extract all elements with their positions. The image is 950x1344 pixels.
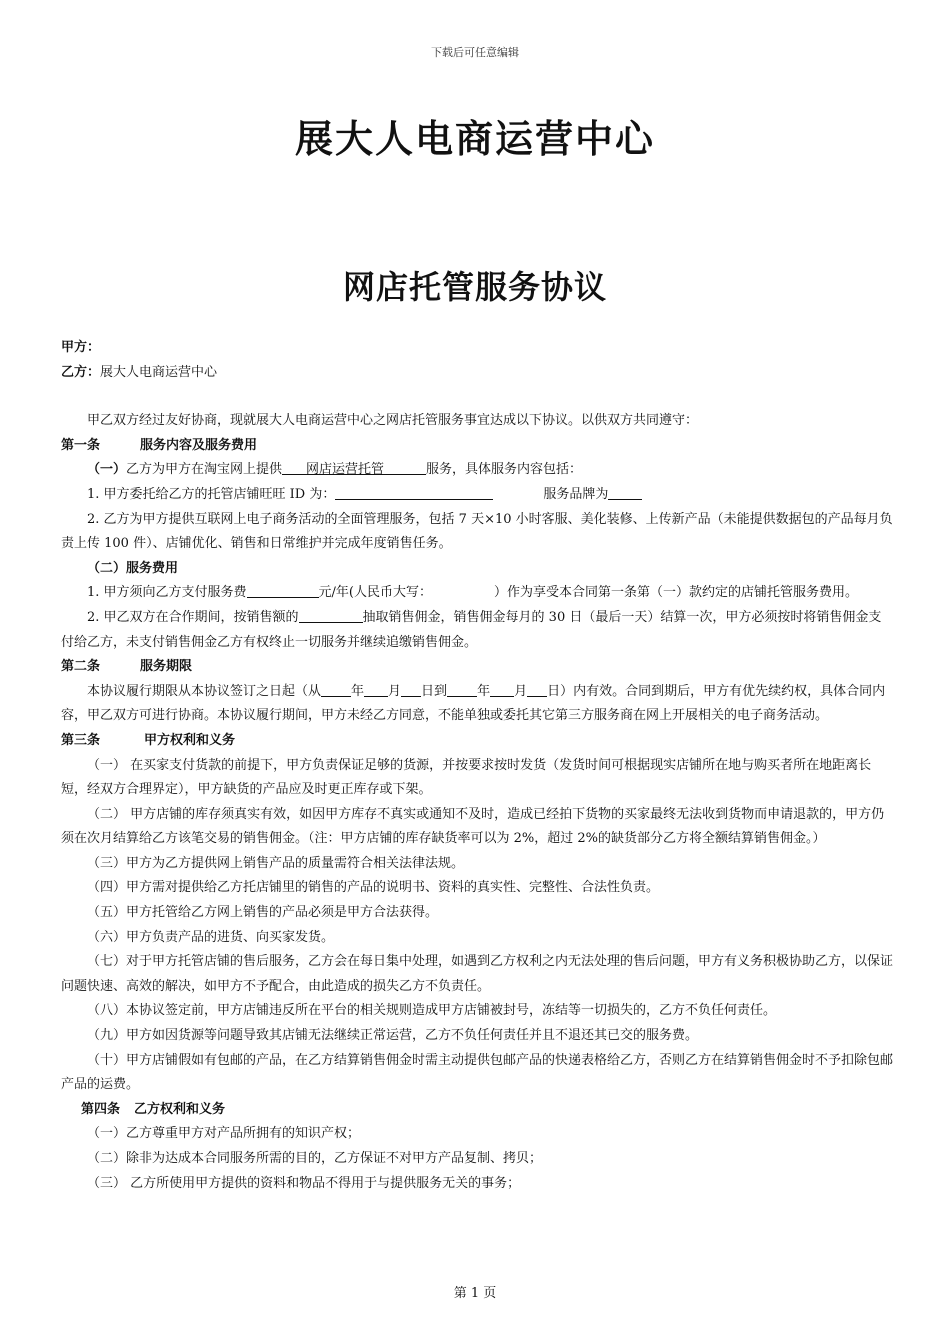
service-content-post: 服务，具体服务内容包括： <box>426 462 583 478</box>
fee-1-post: ）作为享受本合同第一条第（一）款约定的店铺托管服务费用。 <box>494 585 859 601</box>
term-post: 日）内有效。合同到期后，甲方有优先续约权，具体合同内容，甲乙双方可进行协商。本协议履行期间，甲方未经乙方同意，不能单独或委托其它第三方服务商在网上开展相关的电子商务活动。 <box>61 683 886 724</box>
shop-id-blank <box>335 485 493 500</box>
page-number: 第 1 页 <box>453 1286 497 1301</box>
section-1-label: （一） <box>87 462 127 478</box>
article-1-number: 第一条 <box>61 437 101 453</box>
article-4-title: 乙方权利和义务 <box>134 1101 226 1117</box>
fee-1-pre: 1. 甲方须向乙方支付服务费 <box>87 585 247 601</box>
service-content-pre: 乙方为甲方在淘宝网上提供 <box>126 462 283 478</box>
shop-id-line <box>61 483 893 508</box>
shop-id-label: 1. 甲方委托给乙方的托管店铺旺旺 ID 为： <box>87 486 336 502</box>
fee-item-1 <box>61 581 893 606</box>
article-3-item: （六）甲方负责产品的进货、向买家发货。 <box>87 929 335 945</box>
article-1-title: 服务内容及服务费用 <box>140 437 258 453</box>
fee-2-post: 抽取销售佣金，销售佣金每月的 30 日（最后一天）结算一次，甲方必须按时将销售佣金支付给乙方，未支付销售佣金乙方有权终止一切服务并继续追缴销售佣金。 <box>61 609 882 650</box>
article-3-item: （三）甲方为乙方提供网上销售产品的质量需符合相关法律法规。 <box>87 855 465 871</box>
service-content-line <box>61 458 893 483</box>
article-4-heading <box>61 1098 893 1123</box>
article-3-heading <box>61 729 893 754</box>
article-3-item: （二） 甲方店铺的库存须真实有效，如因甲方库存不真实或通知不及时，造成已经拍下货物的买家最终无法收到货物而申请退款的，甲方仍须在次月结算给乙方该笔交易的销售佣金。（注：甲方店铺的库存缺货率可以为 2%，超过 2%的缺货部分乙方将全额结算销售佣金。） <box>61 806 885 847</box>
article-2-number: 第二条 <box>61 659 101 675</box>
fee-item-2 <box>61 606 893 655</box>
article-3-item: （七）对于甲方托管店铺的售后服务，乙方会在每日集中处理，如遇到乙方权利之内无法处理的售后问题，甲方有义务积极协助乙方，以保证问题快速、高效的解决，如甲方不予配合，由此造成的损失乙方不负责任。 <box>61 954 894 994</box>
intro-paragraph: 甲乙双方经过友好协商，现就展大人电商运营中心之网店托管服务事宜达成以下协议。以供双方共同遵守： <box>87 413 699 429</box>
article-4-item: （三） 乙方所使用甲方提供的资料和物品不得用于与提供服务无关的事务； <box>87 1175 521 1191</box>
article-3-item: （八）本协议签定前，甲方店铺违反所在平台的相关规则造成甲方店铺被封号，冻结等一切损失的，乙方不负任何责任。 <box>87 1003 777 1019</box>
party-b-name: 展大人电商运营中心 <box>100 364 218 380</box>
commission-rate-blank <box>299 608 363 623</box>
term-pre: 本协议履行期限从本协议签订之日起（从 <box>87 683 322 699</box>
article-3-item: （五）甲方托管给乙方网上销售的产品必须是甲方合法获得。 <box>87 905 439 921</box>
end-year-label: 年 <box>477 683 491 699</box>
article-1-heading <box>61 434 893 459</box>
article-2-heading <box>61 655 893 680</box>
start-month-label: 月 <box>388 683 402 699</box>
article-3-item: （四）甲方需对提供给乙方托店铺里的销售的产品的说明书、资料的真实性、完整性、合法性负责。 <box>87 880 660 896</box>
fee-section-heading: （二）服务费用 <box>87 560 179 576</box>
service-type: 网店运营托管 <box>306 462 385 478</box>
document-title: 网店托管服务协议 <box>342 268 607 306</box>
article-4-item: （一）乙方尊重甲方对产品所拥有的知识产权； <box>87 1126 361 1142</box>
article-4-number: 第四条 <box>81 1101 121 1117</box>
fee-amount-blank <box>247 583 319 598</box>
agreement-body <box>61 336 893 1196</box>
header-note: 下载后可任意编辑 <box>431 46 519 59</box>
article-3-item: （十）甲方店铺假如有包邮的产品，在乙方结算销售佣金时需主动提供包邮产品的快递表格给乙方，否则乙方在结算销售佣金时不予扣除包邮产品的运费。 <box>61 1052 894 1093</box>
brand-blank <box>608 485 642 500</box>
party-a-label: 甲方： <box>61 340 101 355</box>
article-3-title: 甲方权利和义务 <box>144 732 236 748</box>
term-paragraph <box>61 680 893 729</box>
party-b-label: 乙方： <box>61 364 101 380</box>
brand-label: 服务品牌为 <box>543 486 609 502</box>
party-b-line <box>61 361 893 386</box>
service-scope-item: 2. 乙方为甲方提供互联网上电子商务活动的全面管理服务，包括 7 天×10 小时客服、美化装修、上传新产品（未能提供数据包的产品每月负责上传 100 件）、店铺优化、销售和日常维护并完成年度销售任务。 <box>61 511 893 552</box>
party-a-line <box>61 336 893 361</box>
organization-title: 展大人电商运营中心 <box>294 116 655 161</box>
start-day-label: 日到 <box>421 683 448 699</box>
article-3-item: （一） 在买家支付货款的前提下，甲方负责保证足够的货源，并按要求按时发货（发货时间可根据现实店铺所在地与购买者所在地距离长短，经双方合理界定），甲方缺货的产品应及时更正库存或下架。 <box>61 757 872 798</box>
fee-1-mid: 元/年(人民币大写： <box>318 585 432 601</box>
end-month-label: 月 <box>514 683 528 699</box>
article-2-title: 服务期限 <box>140 659 193 675</box>
article-4-item: （二）除非为达成本合同服务所需的目的，乙方保证不对甲方产品复制、拷贝； <box>87 1151 543 1166</box>
article-3-number: 第三条 <box>61 732 101 748</box>
fee-2-pre: 2. 甲乙双方在合作期间，按销售额的 <box>87 609 299 625</box>
article-3-item: （九）甲方如因货源等问题导致其店铺无法继续正常运营，乙方不负任何责任并且不退还其已交的服务费。 <box>87 1028 699 1044</box>
start-year-label: 年 <box>351 683 365 699</box>
